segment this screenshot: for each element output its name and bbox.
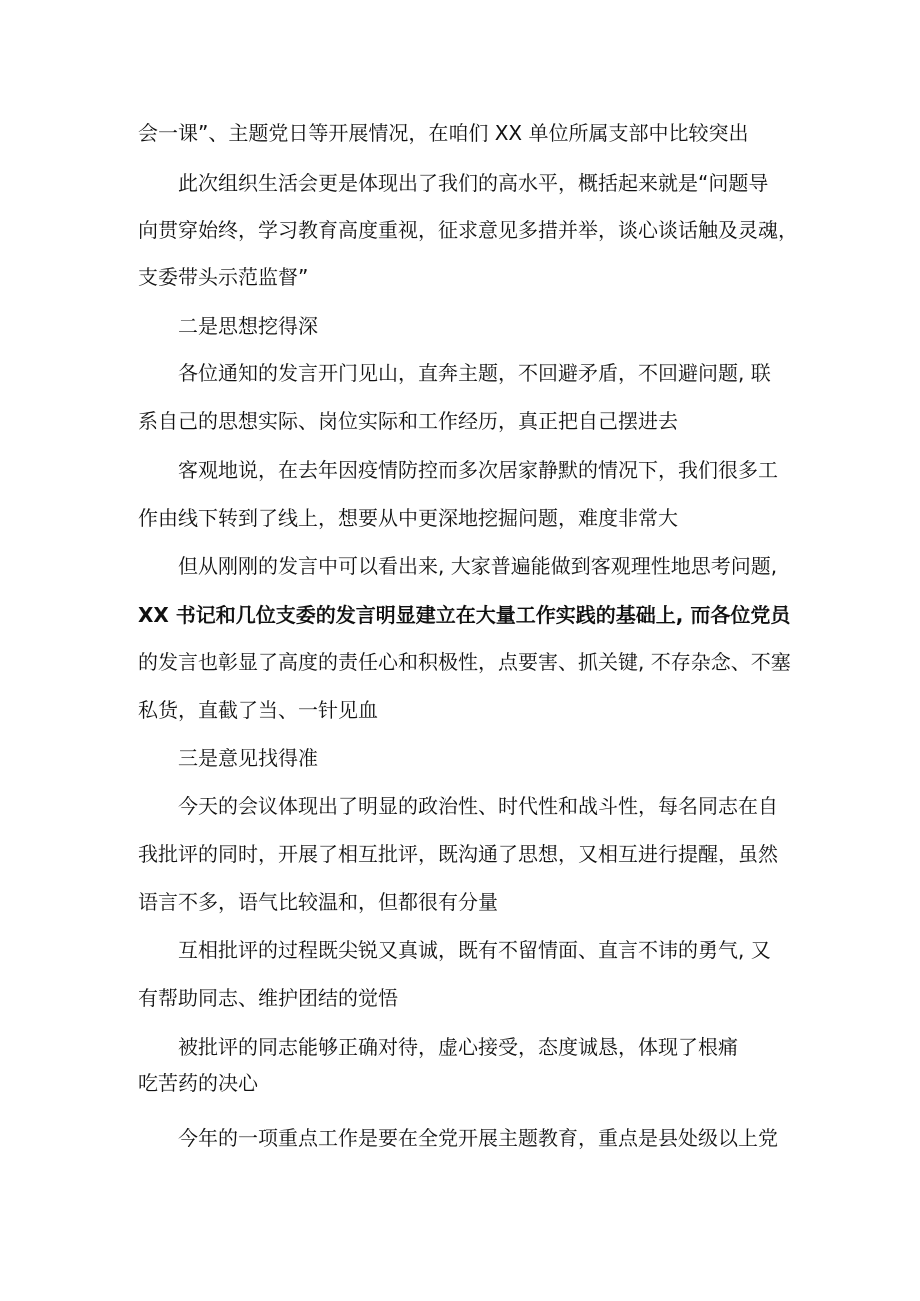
paragraph-line: 私货，直截了当、一针见血 (138, 698, 378, 722)
paragraph-line: 系自己的思想实际、岗位实际和工作经历，真正把自己摆进去 (138, 409, 678, 433)
paragraph-line: 今天的会议体现出了明显的政治性、时代性和战斗性，每名同志在自 (178, 794, 778, 818)
paragraph-line: 支委带头示范监督” (138, 265, 309, 289)
paragraph-line: 此次组织生活会更是体现出了我们的高水平，概括起来就是“问题导 (178, 171, 769, 195)
paragraph-line: 有帮助同志、维护团结的觉悟 (138, 986, 398, 1010)
paragraph-line: 各位通知的发言开门见山，直奔主题，不回避矛盾，不回避问题, 联 (178, 361, 771, 385)
paragraph-line: 但从刚刚的发言中可以看出来, 大家普遍能做到客观理性地思考问题, (178, 554, 778, 578)
paragraph-line: 互相批评的过程既尖锐又真诚，既有不留情面、直言不讳的勇气, 又 (178, 938, 771, 962)
paragraph-line: 吃苦药的决心 (138, 1071, 258, 1095)
paragraph-line: 作由线下转到了线上，想要从中更深地挖掘问题，难度非常大 (138, 506, 678, 530)
paragraph-line: XX 书记和几位支委的发言明显建立在大量工作实践的基础上, 而各位党员 (138, 603, 791, 627)
section-heading: 二是思想挖得深 (178, 314, 318, 338)
paragraph-line: 向贯穿始终，学习教育高度重视，征求意见多措并举，谈心谈话触及灵魂， (138, 218, 798, 242)
paragraph-line: 今年的一项重点工作是要在全党开展主题教育，重点是县处级以上党 (178, 1126, 778, 1150)
paragraph-line: 会一课”、主题党日等开展情况，在咱们 XX 单位所属支部中比较突出 (138, 121, 749, 145)
paragraph-line: 语言不多，语气比较温和，但都很有分量 (138, 890, 498, 914)
paragraph-line: 我批评的同时，开展了相互批评，既沟通了思想，又相互进行提醒，虽然 (138, 842, 778, 866)
paragraph-line: 被批评的同志能够正确对待，虚心接受，态度诚恳，体现了根痛 (178, 1035, 738, 1059)
paragraph-line: 的发言也彰显了高度的责任心和积极性，点要害、抓关键, 不存杂念、不塞 (138, 650, 791, 674)
paragraph-line: 客观地说，在去年因疫情防控而多次居家静默的情况下，我们很多工 (178, 458, 778, 482)
section-heading: 三是意见找得准 (178, 746, 318, 770)
